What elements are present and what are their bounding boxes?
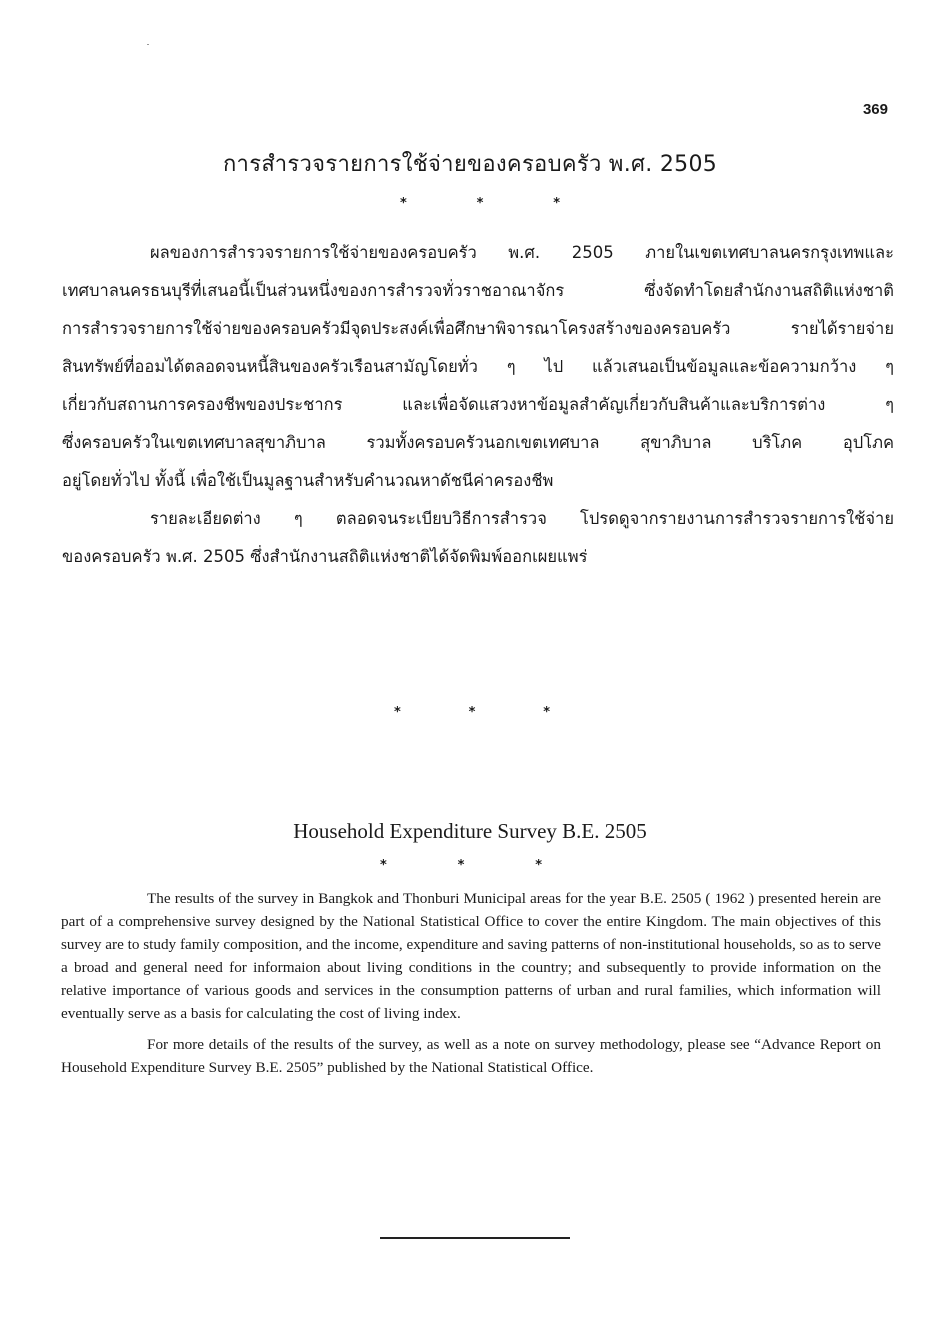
separator-star: * bbox=[400, 196, 407, 211]
thai-line: ซึ่งครอบครัวในเขตเทศบาลสุขาภิบาล รวมทั้งครอบครัวนอกเขตเทศบาล สุขาภิบาล บริโภค อุปโภค bbox=[62, 433, 894, 452]
english-paragraph-1: The results of the survey in Bangkok and Thonburi Municipal areas for the year B.E. 2505 ( 1962 ) presented herein are part of a comprehensive survey designed by the National Statistical Office to cover the entire Kingdom. The main objectives of this survey are to study family composition, and the income, expenditure and saving patterns of non-institutional households, so as to serve a broad and general need for informaion about living conditions in the country; and subsequently to provide information on the relative importance of various goods and services in the consumption patterns of urban and rural families, which information will eventually serve as a basis for calculating the cost of living index. bbox=[61, 890, 881, 1022]
thai-line: เกี่ยวกับสถานการครองชีพของประชากร และเพื่อจัดแสวงหาข้อมูลสำคัญเกี่ยวกับสินค้าและบริการต่าง ๆ bbox=[62, 395, 894, 414]
separator-star: * bbox=[457, 858, 465, 873]
thai-line: เทศบาลนครธนบุรีที่เสนอนี้เป็นส่วนหนึ่งของการสำรวจทั่วราชอาณาจักร ซึ่งจัดทำโดยสำนักงานสถิติแห่งชาติ bbox=[62, 281, 894, 300]
english-body bbox=[61, 887, 881, 1087]
thai-title: การสำรวจรายการใช้จ่ายของครอบครัว พ.ศ. 2505 bbox=[222, 152, 718, 177]
separator-star: * bbox=[380, 858, 387, 873]
thai-section-separator bbox=[394, 705, 550, 720]
bottom-rule bbox=[380, 1237, 570, 1239]
thai-title-separator bbox=[400, 196, 560, 211]
english-title-separator bbox=[380, 858, 542, 873]
separator-star: * bbox=[394, 705, 401, 720]
thai-line: ผลของการสำรวจรายการใช้จ่ายของครอบครัว พ.ศ. 2505 ภายในเขตเทศบาลนครกรุงเทพและ bbox=[150, 243, 894, 262]
thai-body bbox=[62, 234, 894, 576]
thai-line: อยู่โดยทั่วไป ทั้งนี้ เพื่อใช้เป็นมูลฐานสำหรับคำนวณหาดัชนีค่าครองชีพ bbox=[62, 471, 554, 490]
thai-line: รายละเอียดต่าง ๆ ตลอดจนระเบียบวิธีการสำรวจ โปรดดูจากรายงานการสำรวจรายการใช้จ่าย bbox=[150, 509, 894, 528]
english-paragraph-2: For more details of the results of the survey, as well as a note on survey methodology, please see “Advance Report on Household Expenditure Survey B.E. 2505” published by the National Statistical Office. bbox=[61, 1036, 881, 1076]
separator-star: * bbox=[476, 196, 484, 211]
separator-star: * bbox=[553, 196, 560, 211]
separator-star: * bbox=[543, 705, 550, 720]
thai-line: การสำรวจรายการใช้จ่ายของครอบครัวมีจุดประสงค์เพื่อศึกษาพิจารณาโครงสร้างของครอบครัว รายได้รายจ่าย bbox=[62, 319, 894, 338]
thai-line: ของครอบครัว พ.ศ. 2505 ซึ่งสำนักงานสถิติแห่งชาติได้จัดพิมพ์ออกเผยแพร่ bbox=[62, 547, 588, 566]
separator-star: * bbox=[468, 705, 476, 720]
separator-star: * bbox=[535, 858, 542, 873]
english-title: Household Expenditure Survey B.E. 2505 bbox=[293, 819, 647, 843]
thai-line: สินทรัพย์ที่ออมได้ตลอดจนหนี้สินของครัวเรือนสามัญโดยทั่ว ๆ ไป แล้วเสนอเป็นข้อมูลและข้อความกว้าง ๆ bbox=[62, 357, 894, 376]
page-number: 369 bbox=[862, 101, 888, 118]
scan-speck bbox=[147, 44, 149, 45]
